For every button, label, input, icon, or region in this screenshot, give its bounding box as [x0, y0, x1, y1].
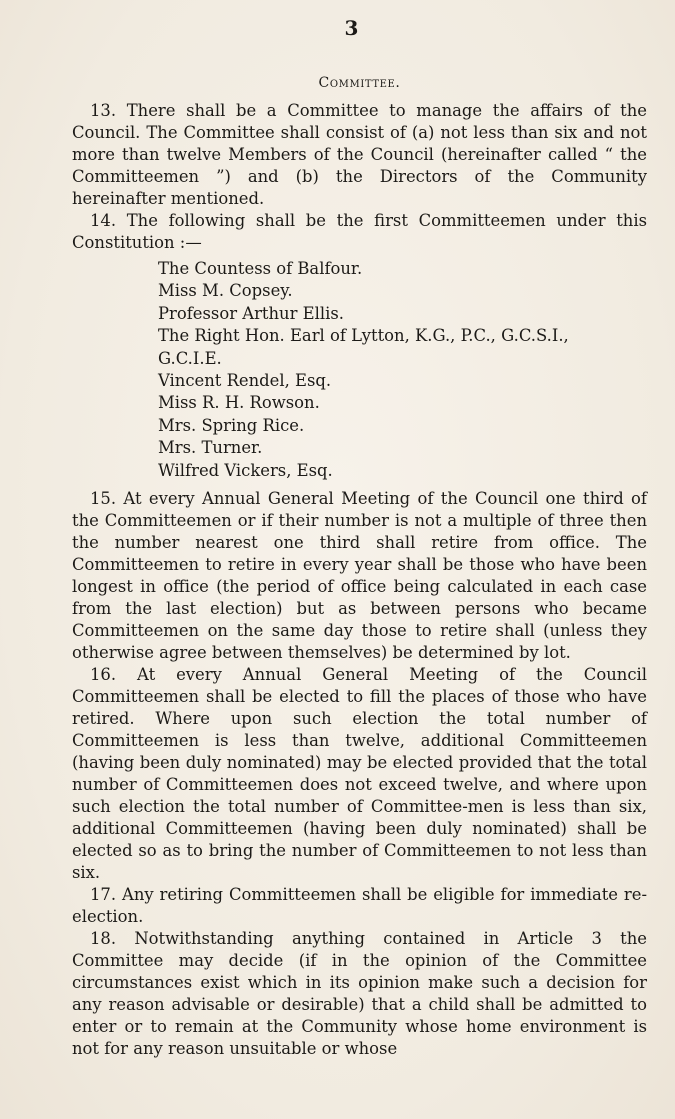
article-16: 16. At every Annual General Meeting of the Council Committeemen shall be elected to fill the places of those who have retired. Where upon such election the total number of Committeemen is less than twelve, additional Committeemen (having been duly nominated) may be elected provided that the total number of Committeemen does not exceed twelve, and where upon such election the total number of Committee-men is less than six, additional Committeemen (having been duly nominated) shall be elected so as to bring the number of Committeemen to not less than six. [72, 665, 647, 883]
article-15: 15. At every Annual General Meeting of the Council one third of the Committeemen or if their number is not a multiple of three then the number nearest one third shall retire from office. The Committeemen to retire in every year shall be those who have been longest in office (the period of office being calculated in each case from the last election) but as between persons who became Committeemen on the same day those to retire shall (unless they otherwise agree between themselves) be determined by lot. [72, 489, 647, 663]
list-item: Miss M. Copsey. [158, 281, 293, 301]
list-item: The Countess of Balfour. [158, 259, 363, 278]
list-item: Miss R. H. Rowson. [158, 393, 320, 413]
article-17: 17. Any retiring Committeemen shall be eligible for immediate re-election. [72, 885, 647, 927]
article-14: 14. The following shall be the first Committeemen under this Constitution :— [72, 211, 647, 252]
list-item: Vincent Rendel, Esq. [158, 371, 332, 391]
article-18: 18. Notwithstanding anything contained in Article 3 the Committee may decide (if in the opinion of the Committee circumstances exist which in its opinion make such a decision for any reason advisable or desirable) that a child shall be admitted to enter or to remain at the Community whose home environment is not for any reason unsuitable or whose [72, 929, 647, 1059]
page-number: 3 [344, 16, 359, 40]
list-item: Wilfred Vickers, Esq. [158, 460, 333, 480]
section-heading: Committee. [318, 75, 401, 91]
list-item: The Right Hon. Earl of Lytton, K.G., P.C., G.C.S.I., [158, 326, 569, 346]
list-item: Mrs. Turner. [158, 438, 263, 458]
first-committeemen-list [158, 258, 647, 482]
article-13: 13. There shall be a Committee to manage the affairs of the Council. The Committee shall consist of (a) not less than six and not more than twelve Members of the Council (hereinafter called “ the Committeemen ”) and (b) the Directors of the Community hereinafter mentioned. [72, 101, 647, 208]
list-item: G.C.I.E. [158, 348, 222, 368]
list-item: Professor Arthur Ellis. [158, 303, 344, 323]
list-item: Mrs. Spring Rice. [158, 415, 305, 435]
